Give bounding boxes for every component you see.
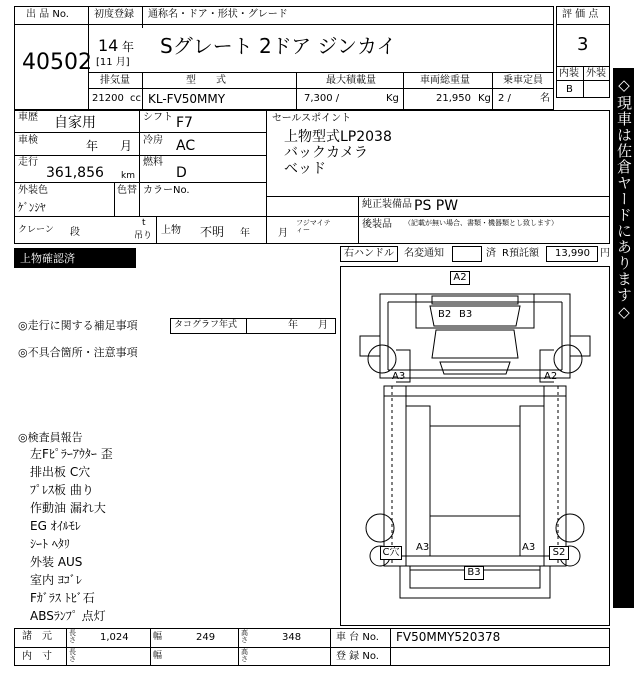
max-load-unit: Kg	[386, 93, 399, 104]
tacho-year: 年	[288, 320, 298, 331]
interior-dim-label: 内 寸	[22, 651, 52, 662]
inspector-item: 排出板 C穴	[30, 465, 91, 479]
mark-rear-left-corner: C穴	[380, 546, 402, 560]
body-year: 年	[240, 228, 250, 239]
inspector-label: ◎検査員報告	[18, 431, 83, 444]
mileage-label: 走行	[18, 157, 38, 168]
first-reg-year: 14	[98, 36, 119, 55]
width-value: 249	[196, 632, 216, 643]
inspector-item: 外装 AUS	[30, 555, 83, 569]
sales-point-1: 上物型式LP2038	[284, 129, 392, 145]
mileage-value: 361,856	[46, 165, 104, 181]
reg-label: 登 録 No.	[336, 651, 379, 662]
tacho-month: 月	[318, 320, 328, 331]
height-value: 348	[282, 632, 302, 643]
inspector-item: 作動油 漏れ大	[30, 501, 106, 515]
equipment-label: 純正装備品	[362, 199, 412, 210]
width-label: 幅	[153, 632, 163, 642]
shift-label: シフト	[143, 112, 173, 123]
in-height-label: 高さ	[241, 648, 248, 664]
inspector-item: 室内 ﾖｺﾞﾚ	[30, 573, 82, 587]
height-label: 高さ	[241, 629, 248, 645]
body-value: 不明	[200, 225, 225, 239]
in-length-label: 長さ	[69, 648, 76, 664]
inspector-item: 左Fﾋﾟﾗｰｱｳﾀｰ 歪	[30, 447, 113, 461]
first-reg-year-unit: 年	[122, 40, 135, 54]
sales-point-2: バックカメラ	[284, 145, 368, 161]
score-label: 評 価 点	[562, 9, 599, 20]
color-no-label: カラーNo.	[143, 185, 190, 196]
lot-number: 40502	[22, 50, 92, 75]
displacement-value: 21200	[92, 93, 124, 104]
mark-rear-bottom: B3	[464, 566, 484, 580]
mark-right-side: A2	[544, 371, 558, 382]
inspector-item: Fｶﾞﾗｽ ﾄﾋﾞ石	[30, 591, 95, 605]
recycle-value: 13,990	[555, 248, 590, 259]
crane-hook: 吊り	[134, 231, 153, 241]
mark-rear-right-corner: S2	[549, 546, 569, 560]
color-label: 外装色	[18, 185, 48, 196]
first-reg-label: 初度登録	[94, 9, 134, 20]
history-value: 自家用	[54, 115, 96, 131]
gross-weight-value: 21,950	[436, 93, 471, 104]
model-name-label: 通称名・ドア・形状・グレード	[148, 9, 288, 20]
shift-value: F7	[176, 115, 193, 131]
score-value: 3	[577, 34, 589, 55]
body-label: 上物	[161, 225, 181, 236]
first-reg-month: [11 月]	[96, 57, 130, 68]
recycle-done: 済	[486, 248, 496, 259]
fujimaitei-label: フジマイテ ィー	[296, 219, 331, 235]
gross-weight-label: 車両総重量	[420, 75, 470, 86]
in-width-label: 幅	[153, 651, 163, 661]
inspection-label: 車検	[18, 135, 38, 146]
crane-ton: t	[142, 218, 146, 228]
aftermarket-note: （記載が無い場合、書類・機器類とし致します）	[404, 219, 558, 227]
color-change-label: 色替	[117, 185, 137, 196]
history-label: 車歴	[18, 112, 38, 123]
mark-rear-left: A3	[416, 542, 430, 553]
model-name: Sグレート 2ドア ジンカイ	[160, 34, 397, 58]
mileage-unit: km	[121, 171, 135, 181]
fuel-label: 燃料	[143, 157, 163, 168]
inspection-year: 年	[86, 139, 99, 153]
defects-label: ◎不具合箇所・注意事項	[18, 346, 138, 359]
sales-point-3: ベッド	[284, 161, 326, 177]
location-text: ◇現車は佐倉ヤードにあります◇	[615, 76, 633, 322]
body-month: 月	[278, 228, 288, 239]
recycle-unit: 円	[600, 248, 610, 259]
equipment-value: PS PW	[414, 198, 459, 214]
inspector-item: ﾌﾟﾚｽ板 曲り	[30, 483, 94, 497]
gross-weight-unit: Kg	[478, 93, 491, 104]
chassis-label: 車 台 No.	[336, 632, 379, 643]
mark-rear-right: A3	[522, 542, 536, 553]
inspection-month: 月	[120, 139, 133, 153]
displacement-label: 排気量	[100, 75, 130, 86]
fuel-value: D	[176, 165, 187, 181]
length-label: 長さ	[69, 629, 76, 645]
inspector-item: ABSﾗﾝﾌﾟ 点灯	[30, 609, 106, 623]
sales-point-label: セールスポイント	[272, 113, 352, 124]
max-load-label: 最大積載量	[326, 75, 376, 86]
displacement-unit: cc	[130, 93, 141, 104]
crane-stage: 段	[70, 227, 80, 238]
recycle-label: R預託額	[502, 248, 539, 259]
max-load-value: 7,300 /	[304, 93, 340, 104]
capacity-unit: 名	[540, 93, 550, 104]
capacity-label: 乗車定員	[503, 75, 543, 86]
lot-label: 出 品 No.	[26, 9, 69, 20]
ac-label: 冷房	[143, 135, 163, 146]
chassis-value: FV50MMY520378	[396, 630, 501, 644]
ac-value: AC	[176, 138, 196, 154]
aftermarket-label: 後装品	[362, 219, 392, 230]
interior-score: B	[566, 84, 573, 95]
tacho-label: タコグラフ年式	[174, 320, 238, 330]
name-change-label: 名変通知	[404, 248, 444, 259]
color-value: ｹﾞﾝｼﾔ	[18, 201, 46, 214]
mark-front-left-inner: B2	[438, 309, 452, 320]
interior-label: 内装	[559, 68, 579, 79]
body-check-badge: 上物確認済	[14, 248, 136, 268]
steering-value: 右ハンドル	[344, 248, 394, 259]
dimensions-label: 諸 元	[22, 631, 52, 642]
mark-front-top: A2	[450, 271, 470, 285]
inspector-item: EG ｵｲﾙﾓﾚ	[30, 519, 81, 533]
crane-label: クレーン	[18, 225, 54, 235]
inspector-item: ｼｰﾄ ﾍﾀﾘ	[30, 537, 70, 551]
name-change-box	[452, 246, 482, 262]
driving-notes-label: ◎走行に関する補足事項	[18, 319, 138, 332]
mark-front-right-inner: B3	[459, 309, 473, 320]
capacity-value: 2 /	[498, 93, 511, 104]
type-label: 型 式	[186, 75, 226, 86]
exterior-label: 外装	[586, 68, 606, 79]
length-value: 1,024	[100, 632, 129, 643]
location-sidebar	[613, 68, 634, 608]
mark-left-side: A3	[392, 371, 406, 382]
type-value: KL-FV50MMY	[148, 92, 226, 106]
